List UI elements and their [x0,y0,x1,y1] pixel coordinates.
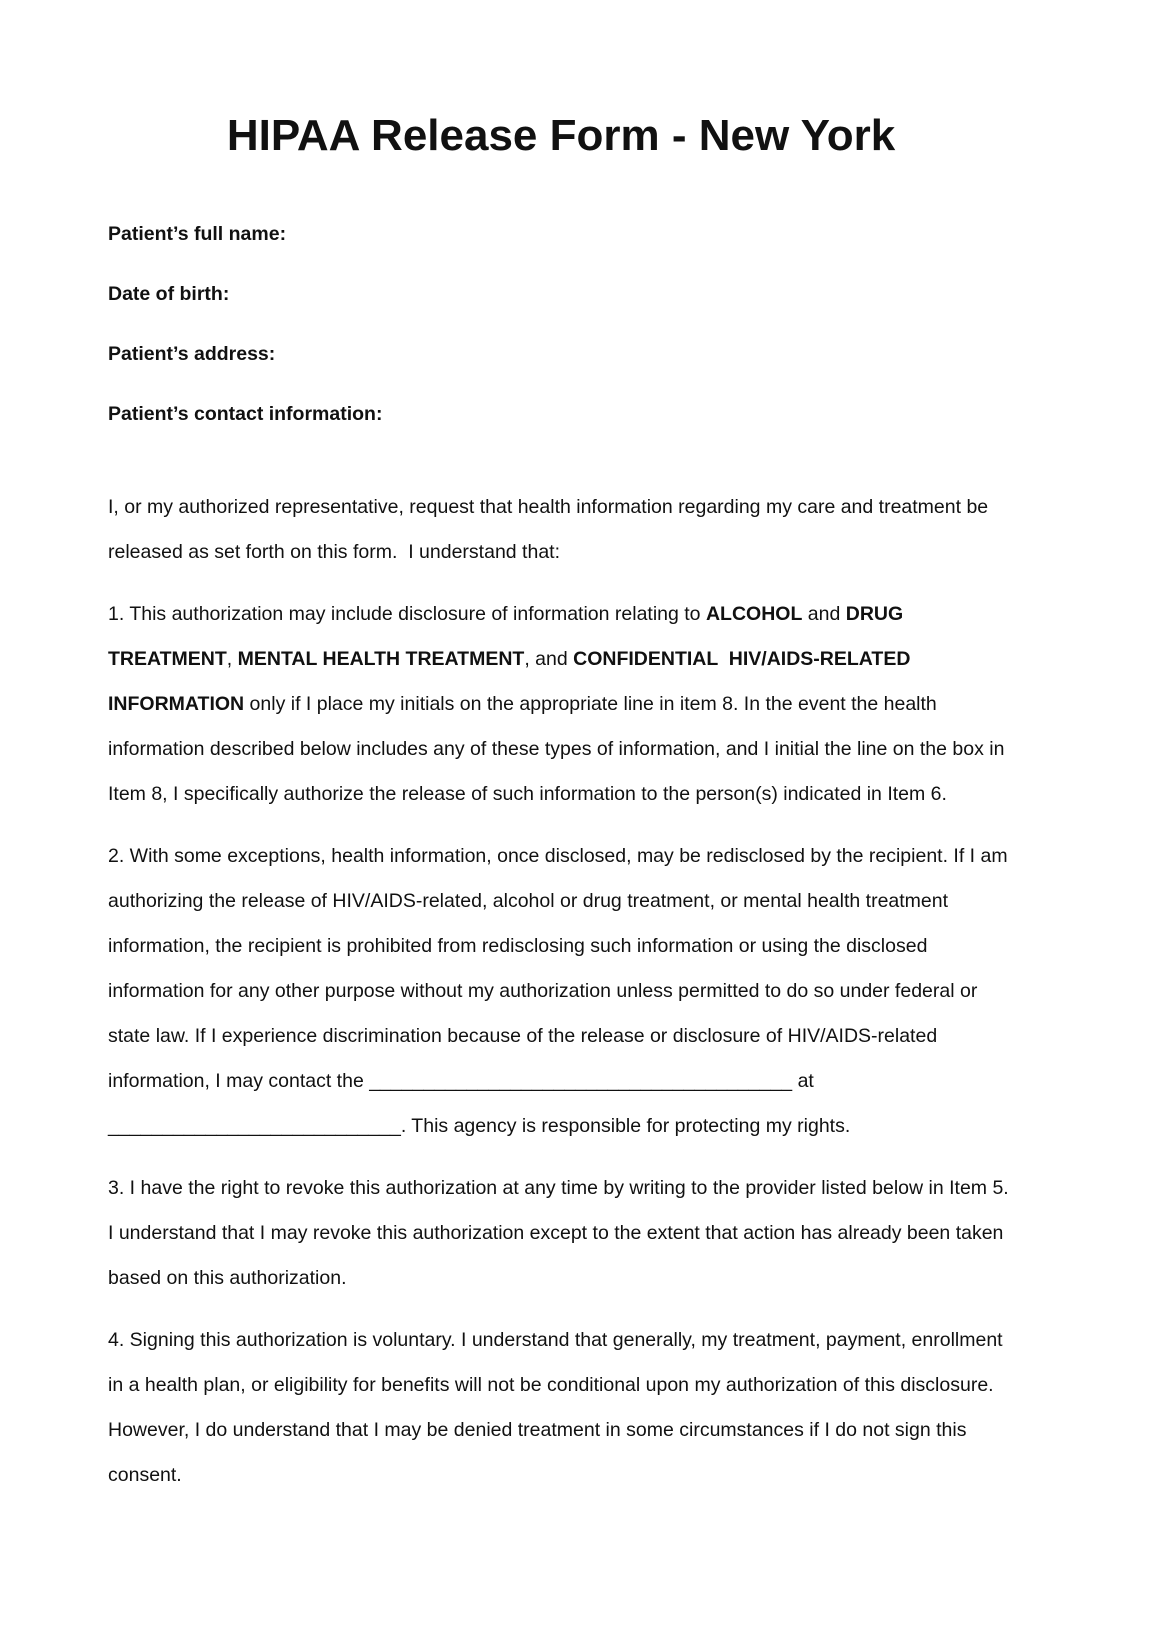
patient-contact-information-label: Patient’s contact information: [108,403,383,425]
item-1-text-1: 1. This authorization may include disclosure of information relating to [108,603,706,625]
item-1-text-3: , [226,648,238,670]
item-1-text-4: , and [524,648,574,670]
item-1-text-2: and [802,603,846,625]
item-2-text-1: 2. With some exceptions, health information, once disclosed, may be redisclosed by the recipient. If I am authorizing the release of HIV/AIDS-related, alcohol or drug treatment, or mental health treatment information, the recipient is prohibited from redisclosing such information or using the disclosed information for any other purpose without my authorization unless permitted to do so under federal or state law. If I experience discrimination because of the release or disclosure of HIV/AIDS-related information, I may contact the [108,845,1014,1092]
item-2-text-3: . This agency is responsible for protecting my rights. [400,1115,851,1137]
item-2-text-2: at [792,1070,820,1092]
patient-address-label: Patient’s address: [108,343,276,365]
item-1-text-5: only if I place my initials on the appropriate line in item 8. In the event the health information described below includes any of these types of information, and I initial the line on the box in Item 8, I specifically authorize the release of such information to the person(s) indicated in Item 6. [108,693,1010,805]
item-1-bold-alcohol: ALCOHOL [705,603,803,625]
item-2-paragraph [108,834,1014,1149]
patient-info-section [108,212,1014,437]
item-3-paragraph: 3. I have the right to revoke this authorization at any time by writing to the provider listed below in Item 5. I understand that I may revoke this authorization except to the extent that action has already been taken based on this authorization. [108,1177,1015,1289]
item-1-bold-drug-treatment: DRUG TREATMENT [108,603,909,670]
date-of-birth-label: Date of birth: [108,283,230,305]
item-1-paragraph [108,592,1014,817]
document-title: HIPAA Release Form - New York [226,111,896,160]
agency-contact-blank: ___________________________ [108,1115,401,1137]
patient-full-name-label: Patient’s full name: [108,223,287,245]
item-1-bold-confidential-hiv-aids-related-information: CONFIDENTIAL HIV/AIDS-RELATED INFORMATION [108,648,916,715]
item-1-bold-mental-health-treatment: MENTAL HEALTH TREATMENT [237,648,525,670]
agency-name-blank: _______________________________________ [369,1070,793,1092]
intro-paragraph: I, or my authorized representative, request that health information regarding my care and treatment be released as set forth on this form. I understand that: [108,496,994,563]
item-4-paragraph: 4. Signing this authorization is voluntary. I understand that generally, my treatment, payment, enrollment in a health plan, or eligibility for benefits will not be conditional upon my authorization of this disclosure. However, I do understand that I may be denied treatment in some circumstances if I do not sign this consent. [108,1329,1009,1486]
